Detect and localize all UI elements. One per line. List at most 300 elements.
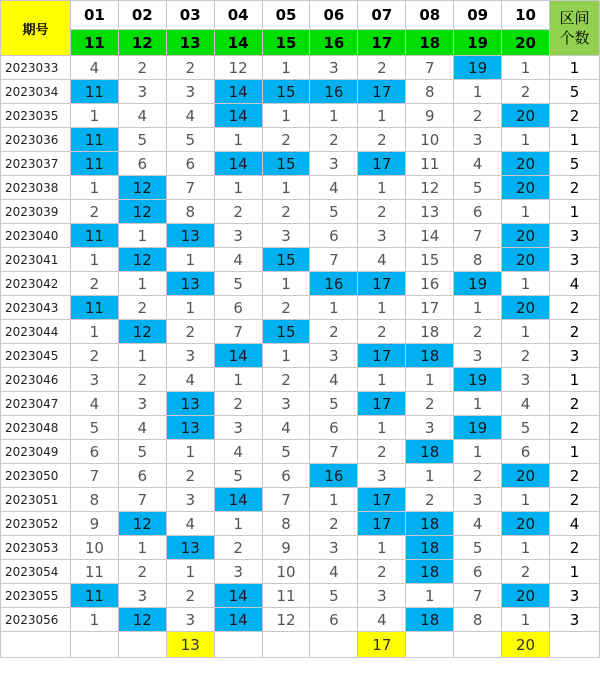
number-cell: 5 — [214, 464, 262, 488]
period-cell: 2023041 — [1, 248, 71, 272]
period-cell: 2023045 — [1, 344, 71, 368]
number-cell: 6 — [262, 464, 310, 488]
number-cell: 20 — [502, 152, 550, 176]
number-cell: 3 — [70, 368, 118, 392]
number-cell: 5 — [454, 176, 502, 200]
number-cell: 8 — [166, 200, 214, 224]
number-cell: 3 — [310, 56, 358, 80]
number-cell: 17 — [358, 272, 406, 296]
number-cell: 12 — [406, 176, 454, 200]
number-cell: 13 — [166, 272, 214, 296]
number-cell: 2 — [70, 344, 118, 368]
number-cell: 4 — [502, 392, 550, 416]
number-cell: 18 — [406, 560, 454, 584]
count-header — [550, 1, 600, 56]
footer-cell: 20 — [502, 632, 550, 658]
number-cell: 1 — [358, 368, 406, 392]
number-cell: 18 — [406, 344, 454, 368]
number-cell: 12 — [118, 200, 166, 224]
number-cell: 17 — [358, 344, 406, 368]
table-row — [1, 392, 600, 416]
number-cell: 1 — [70, 608, 118, 632]
count-cell: 2 — [550, 488, 600, 512]
number-cell: 2 — [262, 128, 310, 152]
table-row — [1, 224, 600, 248]
number-cell: 1 — [70, 248, 118, 272]
count-cell: 1 — [550, 440, 600, 464]
number-cell: 2 — [118, 368, 166, 392]
footer-cell: 13 — [166, 632, 214, 658]
number-cell: 4 — [358, 248, 406, 272]
number-cell: 2 — [358, 128, 406, 152]
number-cell: 3 — [358, 224, 406, 248]
table-row — [1, 536, 600, 560]
number-cell: 16 — [406, 272, 454, 296]
count-cell: 2 — [550, 296, 600, 320]
number-cell: 12 — [118, 176, 166, 200]
count-cell: 5 — [550, 152, 600, 176]
zone-header-top: 04 — [214, 1, 262, 30]
number-cell: 11 — [70, 152, 118, 176]
footer-cell — [550, 632, 600, 658]
period-cell: 2023044 — [1, 320, 71, 344]
number-cell: 17 — [406, 296, 454, 320]
number-cell: 18 — [406, 608, 454, 632]
number-cell: 19 — [454, 368, 502, 392]
number-cell: 19 — [454, 272, 502, 296]
number-cell: 1 — [358, 176, 406, 200]
table-row — [1, 608, 600, 632]
number-cell: 1 — [502, 56, 550, 80]
count-cell: 2 — [550, 176, 600, 200]
zone-header-top: 02 — [118, 1, 166, 30]
number-cell: 13 — [166, 416, 214, 440]
number-cell: 1 — [262, 272, 310, 296]
number-cell: 12 — [214, 56, 262, 80]
number-cell: 20 — [502, 512, 550, 536]
number-cell: 2 — [502, 560, 550, 584]
period-cell: 2023047 — [1, 392, 71, 416]
number-cell: 2 — [70, 200, 118, 224]
zone-header-top: 07 — [358, 1, 406, 30]
number-cell: 10 — [262, 560, 310, 584]
number-cell: 3 — [454, 488, 502, 512]
number-cell: 4 — [70, 392, 118, 416]
zone-header-top: 01 — [70, 1, 118, 30]
period-cell: 2023040 — [1, 224, 71, 248]
number-cell: 1 — [502, 536, 550, 560]
number-cell: 5 — [310, 200, 358, 224]
number-cell: 5 — [118, 128, 166, 152]
number-cell: 2 — [166, 464, 214, 488]
count-cell: 5 — [550, 80, 600, 104]
zone-header-top: 09 — [454, 1, 502, 30]
number-cell: 7 — [310, 440, 358, 464]
footer-cell — [214, 632, 262, 658]
number-cell: 3 — [358, 464, 406, 488]
period-cell: 2023033 — [1, 56, 71, 80]
number-cell: 2 — [502, 344, 550, 368]
number-cell: 1 — [310, 104, 358, 128]
period-cell: 2023043 — [1, 296, 71, 320]
count-cell: 4 — [550, 272, 600, 296]
number-cell: 2 — [358, 200, 406, 224]
number-cell: 4 — [262, 416, 310, 440]
number-cell: 2 — [310, 320, 358, 344]
number-cell: 17 — [358, 392, 406, 416]
number-cell: 14 — [214, 608, 262, 632]
number-cell: 1 — [214, 128, 262, 152]
number-cell: 3 — [166, 608, 214, 632]
count-cell: 3 — [550, 248, 600, 272]
count-cell: 3 — [550, 608, 600, 632]
zone-header-bottom: 12 — [118, 30, 166, 56]
table-row — [1, 56, 600, 80]
table-row — [1, 344, 600, 368]
zone-header-bottom: 18 — [406, 30, 454, 56]
count-cell: 1 — [550, 128, 600, 152]
number-cell: 20 — [502, 248, 550, 272]
count-header-line2: 个数 — [559, 29, 590, 47]
number-cell: 2 — [118, 56, 166, 80]
number-cell: 1 — [118, 344, 166, 368]
number-cell: 6 — [454, 560, 502, 584]
number-cell: 11 — [70, 296, 118, 320]
number-cell: 3 — [310, 536, 358, 560]
count-cell: 2 — [550, 104, 600, 128]
table-row — [1, 176, 600, 200]
number-cell: 13 — [406, 200, 454, 224]
number-cell: 12 — [118, 320, 166, 344]
number-cell: 8 — [70, 488, 118, 512]
number-cell: 7 — [454, 224, 502, 248]
number-cell: 20 — [502, 224, 550, 248]
number-cell: 16 — [310, 80, 358, 104]
number-cell: 7 — [406, 56, 454, 80]
number-cell: 7 — [70, 464, 118, 488]
zone-header-top: 03 — [166, 1, 214, 30]
number-cell: 1 — [214, 512, 262, 536]
number-cell: 2 — [118, 296, 166, 320]
number-cell: 3 — [262, 392, 310, 416]
number-cell: 11 — [70, 584, 118, 608]
table-row — [1, 440, 600, 464]
count-cell: 1 — [550, 200, 600, 224]
footer-cell — [310, 632, 358, 658]
number-cell: 1 — [502, 128, 550, 152]
number-cell: 18 — [406, 320, 454, 344]
number-cell: 7 — [262, 488, 310, 512]
number-cell: 14 — [214, 80, 262, 104]
number-cell: 1 — [454, 296, 502, 320]
number-cell: 1 — [166, 248, 214, 272]
number-cell: 2 — [406, 392, 454, 416]
period-cell: 2023037 — [1, 152, 71, 176]
number-cell: 2 — [214, 536, 262, 560]
period-cell: 2023036 — [1, 128, 71, 152]
count-cell: 2 — [550, 464, 600, 488]
footer-cell — [118, 632, 166, 658]
footer-cell — [70, 632, 118, 658]
number-cell: 2 — [358, 56, 406, 80]
footer-cell — [1, 632, 71, 658]
number-cell: 8 — [262, 512, 310, 536]
table-row — [1, 488, 600, 512]
number-cell: 14 — [214, 152, 262, 176]
table-row — [1, 152, 600, 176]
number-cell: 11 — [262, 584, 310, 608]
number-cell: 20 — [502, 104, 550, 128]
period-cell: 2023055 — [1, 584, 71, 608]
table-row — [1, 560, 600, 584]
count-cell: 3 — [550, 224, 600, 248]
number-cell: 1 — [262, 344, 310, 368]
table-row — [1, 128, 600, 152]
number-cell: 1 — [502, 320, 550, 344]
number-cell: 4 — [310, 368, 358, 392]
number-cell: 3 — [310, 344, 358, 368]
table-row — [1, 200, 600, 224]
number-cell: 4 — [214, 440, 262, 464]
number-cell: 5 — [310, 584, 358, 608]
number-cell: 13 — [166, 224, 214, 248]
zone-header-top: 06 — [310, 1, 358, 30]
number-cell: 18 — [406, 536, 454, 560]
zone-header-bottom: 19 — [454, 30, 502, 56]
footer-cell — [262, 632, 310, 658]
number-cell: 1 — [310, 296, 358, 320]
number-cell: 3 — [118, 80, 166, 104]
number-cell: 6 — [118, 152, 166, 176]
number-cell: 2 — [358, 440, 406, 464]
number-cell: 6 — [118, 464, 166, 488]
table-row — [1, 464, 600, 488]
number-cell: 1 — [502, 200, 550, 224]
number-cell: 2 — [262, 200, 310, 224]
table-body — [1, 1, 600, 658]
number-cell: 5 — [214, 272, 262, 296]
number-cell: 4 — [310, 176, 358, 200]
table-row — [1, 248, 600, 272]
number-cell: 2 — [454, 104, 502, 128]
period-cell: 2023048 — [1, 416, 71, 440]
number-cell: 6 — [310, 416, 358, 440]
period-cell: 2023050 — [1, 464, 71, 488]
period-cell: 2023035 — [1, 104, 71, 128]
zone-header-bottom: 14 — [214, 30, 262, 56]
number-cell: 3 — [118, 392, 166, 416]
period-cell: 2023049 — [1, 440, 71, 464]
period-cell: 2023046 — [1, 368, 71, 392]
number-cell: 3 — [166, 488, 214, 512]
number-cell: 2 — [70, 272, 118, 296]
number-cell: 2 — [454, 464, 502, 488]
number-cell: 2 — [358, 560, 406, 584]
number-cell: 19 — [454, 56, 502, 80]
table-row — [1, 368, 600, 392]
number-cell: 1 — [454, 392, 502, 416]
number-cell: 3 — [214, 416, 262, 440]
number-cell: 16 — [310, 464, 358, 488]
number-cell: 7 — [118, 488, 166, 512]
header-row-bottom — [1, 30, 600, 56]
number-cell: 5 — [118, 440, 166, 464]
number-cell: 2 — [214, 392, 262, 416]
number-cell: 4 — [166, 104, 214, 128]
number-cell: 1 — [262, 104, 310, 128]
zone-header-bottom: 15 — [262, 30, 310, 56]
number-cell: 1 — [406, 368, 454, 392]
number-cell: 1 — [70, 176, 118, 200]
footer-cell — [406, 632, 454, 658]
number-cell: 2 — [310, 512, 358, 536]
footer-cell: 17 — [358, 632, 406, 658]
number-cell: 8 — [454, 248, 502, 272]
number-cell: 8 — [406, 80, 454, 104]
number-cell: 12 — [262, 608, 310, 632]
number-cell: 1 — [358, 104, 406, 128]
count-cell: 1 — [550, 368, 600, 392]
zone-header-bottom: 11 — [70, 30, 118, 56]
count-header-line1: 区间 — [559, 9, 590, 27]
number-cell: 1 — [118, 272, 166, 296]
number-cell: 4 — [310, 560, 358, 584]
number-cell: 6 — [310, 224, 358, 248]
number-cell: 11 — [70, 128, 118, 152]
number-cell: 5 — [502, 416, 550, 440]
table-row — [1, 512, 600, 536]
zone-header-top: 10 — [502, 1, 550, 30]
number-cell: 3 — [166, 80, 214, 104]
number-cell: 2 — [454, 320, 502, 344]
period-cell: 2023034 — [1, 80, 71, 104]
number-cell: 1 — [70, 320, 118, 344]
number-cell: 2 — [166, 320, 214, 344]
number-cell: 1 — [358, 416, 406, 440]
number-cell: 1 — [502, 608, 550, 632]
number-cell: 15 — [262, 320, 310, 344]
number-cell: 4 — [454, 512, 502, 536]
number-cell: 1 — [166, 296, 214, 320]
number-cell: 2 — [502, 80, 550, 104]
period-cell: 2023039 — [1, 200, 71, 224]
number-cell: 2 — [118, 560, 166, 584]
number-cell: 12 — [118, 512, 166, 536]
number-cell: 20 — [502, 584, 550, 608]
number-cell: 2 — [262, 368, 310, 392]
count-cell: 2 — [550, 536, 600, 560]
zone-header-bottom: 20 — [502, 30, 550, 56]
number-cell: 2 — [310, 128, 358, 152]
number-cell: 2 — [214, 200, 262, 224]
table-row — [1, 80, 600, 104]
number-cell: 3 — [166, 344, 214, 368]
number-cell: 6 — [310, 608, 358, 632]
table-row — [1, 104, 600, 128]
number-cell: 14 — [214, 104, 262, 128]
number-cell: 1 — [262, 176, 310, 200]
number-cell: 1 — [358, 296, 406, 320]
number-cell: 5 — [454, 536, 502, 560]
number-cell: 6 — [454, 200, 502, 224]
number-cell: 3 — [262, 224, 310, 248]
number-cell: 18 — [406, 440, 454, 464]
number-cell: 11 — [70, 560, 118, 584]
number-cell: 12 — [118, 608, 166, 632]
number-cell: 17 — [358, 512, 406, 536]
zone-header-bottom: 13 — [166, 30, 214, 56]
count-cell: 2 — [550, 416, 600, 440]
number-cell: 1 — [166, 560, 214, 584]
count-cell: 1 — [550, 560, 600, 584]
number-cell: 15 — [262, 80, 310, 104]
number-cell: 18 — [406, 512, 454, 536]
number-cell: 1 — [454, 440, 502, 464]
number-cell: 10 — [70, 536, 118, 560]
number-cell: 14 — [214, 344, 262, 368]
number-cell: 17 — [358, 80, 406, 104]
table-row — [1, 584, 600, 608]
number-cell: 3 — [214, 560, 262, 584]
number-cell: 1 — [502, 488, 550, 512]
number-cell: 1 — [70, 104, 118, 128]
number-cell: 2 — [166, 56, 214, 80]
number-cell: 16 — [310, 272, 358, 296]
number-cell: 12 — [118, 248, 166, 272]
number-cell: 13 — [166, 392, 214, 416]
number-cell: 1 — [406, 464, 454, 488]
number-cell: 1 — [502, 272, 550, 296]
period-cell: 2023042 — [1, 272, 71, 296]
number-cell: 7 — [214, 320, 262, 344]
number-cell: 2 — [262, 296, 310, 320]
number-cell: 1 — [310, 488, 358, 512]
number-cell: 10 — [406, 128, 454, 152]
number-cell: 7 — [310, 248, 358, 272]
number-cell: 14 — [214, 584, 262, 608]
number-cell: 6 — [70, 440, 118, 464]
number-cell: 1 — [214, 368, 262, 392]
number-cell: 19 — [454, 416, 502, 440]
number-cell: 15 — [262, 152, 310, 176]
number-cell: 13 — [166, 536, 214, 560]
number-cell: 4 — [166, 512, 214, 536]
number-cell: 9 — [262, 536, 310, 560]
number-cell: 1 — [262, 56, 310, 80]
zone-header-bottom: 16 — [310, 30, 358, 56]
number-cell: 1 — [454, 80, 502, 104]
number-cell: 3 — [214, 224, 262, 248]
count-cell: 3 — [550, 584, 600, 608]
number-cell: 2 — [406, 488, 454, 512]
number-cell: 6 — [166, 152, 214, 176]
number-cell: 8 — [454, 608, 502, 632]
number-cell: 11 — [70, 224, 118, 248]
number-cell: 3 — [310, 152, 358, 176]
footer-cell — [454, 632, 502, 658]
number-cell: 1 — [166, 440, 214, 464]
number-cell: 5 — [310, 392, 358, 416]
number-cell: 4 — [358, 608, 406, 632]
number-cell: 4 — [166, 368, 214, 392]
count-cell: 2 — [550, 392, 600, 416]
number-cell: 5 — [70, 416, 118, 440]
number-cell: 5 — [262, 440, 310, 464]
number-cell: 11 — [70, 80, 118, 104]
count-cell: 3 — [550, 344, 600, 368]
number-cell: 14 — [406, 224, 454, 248]
number-cell: 1 — [358, 536, 406, 560]
